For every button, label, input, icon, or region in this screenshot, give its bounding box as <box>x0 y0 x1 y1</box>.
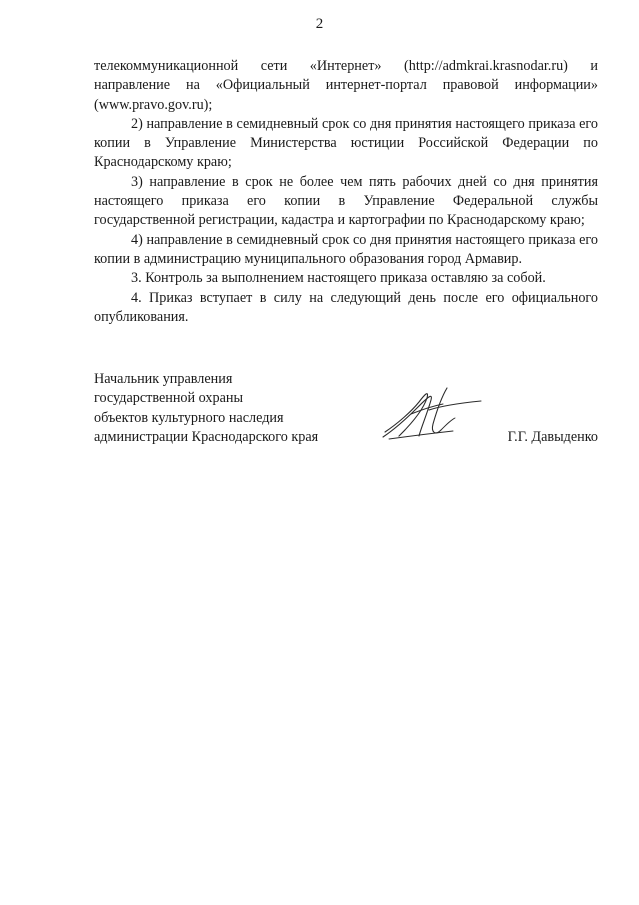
signer-title-line: Начальник управления <box>94 371 233 387</box>
page-number: 2 <box>315 16 324 32</box>
paragraph-item-3: 3) направление в срок не более чем пять рабочих дней со дня принятия настоящего приказа его копии в Управление Федеральной службы государственной регистрации, кадастра и картографии по Краснодарскому краю; <box>94 173 598 229</box>
paragraph-item-2: 2) направление в семидневный срок со дня принятия настоящего приказа его копии в Управление Министерства юстиции Российской Федерации по Краснодарскому краю; <box>94 115 598 171</box>
signer-title-line: объектов культурного наследия <box>94 409 284 426</box>
paragraph-continuation: телекоммуникационной сети «Интернет» (http://admkrai.krasnodar.ru) и направление на «Официальный интернет-портал правовой информации» (www.pravo.gov.ru); <box>94 58 598 113</box>
signer-title-line: государственной охраны <box>94 390 244 407</box>
handwritten-signature <box>381 384 483 442</box>
signer-name: Г.Г. Давыденко <box>507 428 598 445</box>
paragraph-item-4: 4) направление в семидневный срок со дня принятия настоящего приказа его копии в администрацию муниципального образования город Армавир. <box>94 231 598 267</box>
paragraph-point-4: 4. Приказ вступает в силу на следующий день после его официального опубликования. <box>94 289 598 325</box>
signature-block <box>94 370 598 450</box>
paragraph-point-3: 3. Контроль за выполнением настоящего приказа оставляю за собой. <box>131 270 546 287</box>
document-body <box>94 57 598 327</box>
signer-title-line: администрации Краснодарского края <box>94 428 319 445</box>
